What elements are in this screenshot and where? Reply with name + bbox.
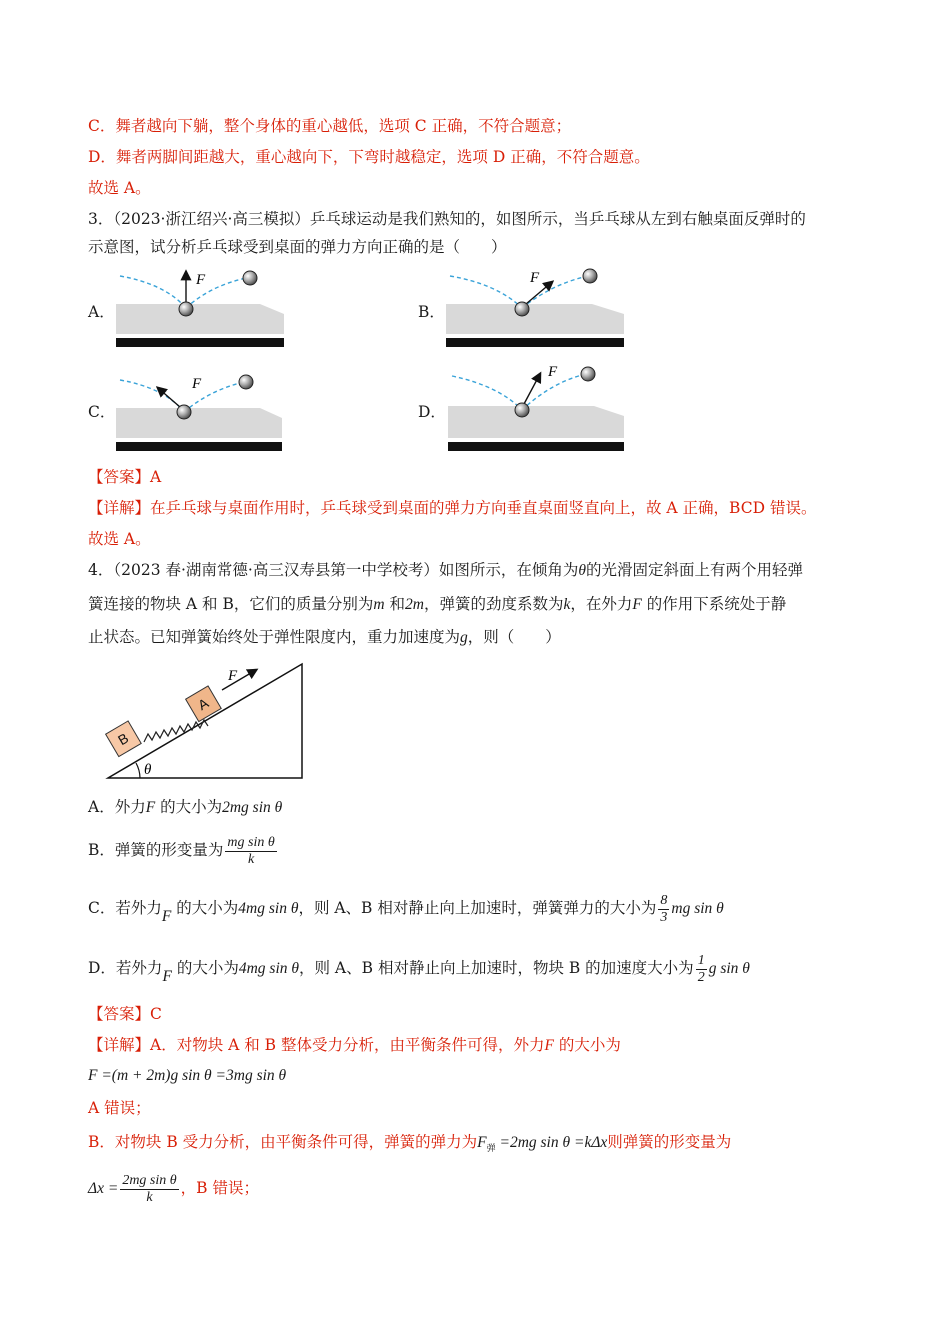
ball-contact [177,405,191,419]
ball-rebound [243,271,257,285]
prev-option-d-text: D．舞者两脚间距越大，重心越向下，下弯时越稳定，选项 D 正确，不符合题意。 [88,148,650,166]
prev-conclusion: 故选 A。 [88,179,151,197]
ball-rebound [239,375,253,389]
prev-option-c-text: C．舞者越向下躺，整个身体的重心越低，选项 C 正确，不符合题意； [88,117,572,135]
q4-equation-1: F =(m + 2m)g sin θ =3mg sin θ [88,1067,287,1084]
force-label-f: F [228,668,238,684]
force-label-c: F [192,376,202,392]
q4-stem-line2: 簧连接的物块 A 和 B，它们的质量分别为m 和2m，弹簧的劲度系数为k，在外力F 的作用下系统处于静 [88,595,787,613]
force-arrow-left [158,388,180,407]
force-arrow-steep [524,374,540,404]
force-label-d: F [548,364,558,380]
q3-option-b-label: B． [418,303,445,321]
q3-figure-b [442,262,632,352]
q3-figure-d [444,362,634,456]
q4-incline-figure [100,660,310,784]
q4-explanation-b: B．对物块 B 受力分析，由平衡条件可得，弹簧的弹力为$F_弹 =2mg$ sin θ =kΔx则弹簧的形变量为 [88,1133,732,1155]
q3-conclusion: 故选 A。 [88,530,151,548]
q4-explanation-a-result: A 错误； [88,1099,151,1117]
q3-answer: 【答案】A [88,468,162,486]
block-a-label: A [195,694,212,714]
q4-answer: 【答案】C [88,1005,162,1023]
block-b-label: B [115,729,132,749]
angle-arc [136,763,140,778]
ball-contact [515,302,529,316]
q3-option-d-label: D． [418,403,446,421]
q3-explanation: 【详解】在乒乓球与桌面作用时，乒乓球受到桌面的弹力方向垂直桌面竖直向上，故 A 正确，BCD 错误。 [88,499,817,517]
force-label-a: F [196,272,206,288]
ball-rebound [583,269,597,283]
q4-equation-2: Δx = $\frac{\text{2mg sin θ}}{k}$ ，B 错误； [88,1172,259,1205]
ball-contact [179,302,193,316]
q3-stem-line1: 3．（2023·浙江绍兴·高三模拟）乒乓球运动是我们熟知的，如图所示，当乒乓球从左到右触桌面反弹时的 [88,210,806,228]
angle-label: θ [144,762,152,778]
q4-stem-line3: 止状态。已知弹簧始终处于弹性限度内，重力加速度为g，则（ ） [88,628,561,646]
q4-option-a: A．外力F 的大小为2mg sin θ [88,798,283,816]
q4-option-b: B．弹簧的形变量为 $\frac{\text{mg sin θ}}{k}$ [88,834,275,867]
ball-rebound [581,367,595,381]
q3-option-a-label: A． [88,303,115,321]
ball-contact [515,403,529,417]
q4-explanation-a: 【详解】A．对物块 A 和 B 整体受力分析，由平衡条件可得，外力F 的大小为 [88,1036,621,1054]
q4-stem-line1: 4．（2023 春·湖南常德·高三汉寿县第一中学校考）如图所示，在倾角为θ的光滑固定斜面上有两个用轻弹 [88,561,803,579]
q3-option-c-label: C． [88,403,116,421]
q4-option-c: C．若外力F 的大小为4mg sin θ，则 A、B 相对静止向上加速时，弹簧弹力的大小为 $\frac{8}{3}$ mg sin θ [88,892,724,925]
force-label-b: F [530,270,540,286]
q3-stem-line2: 示意图，试分析乒乓球受到桌面的弹力方向正确的是（ ） [88,238,507,256]
q4-option-d: D．若外力F 的大小为4mg sin θ，则 A、B 相对静止向上加速时，物块 B 的加速度大小为 $\frac{1}{2}$ g sin θ [88,952,750,985]
q3-figure-c [110,366,290,456]
q3-figure-a [110,262,290,352]
